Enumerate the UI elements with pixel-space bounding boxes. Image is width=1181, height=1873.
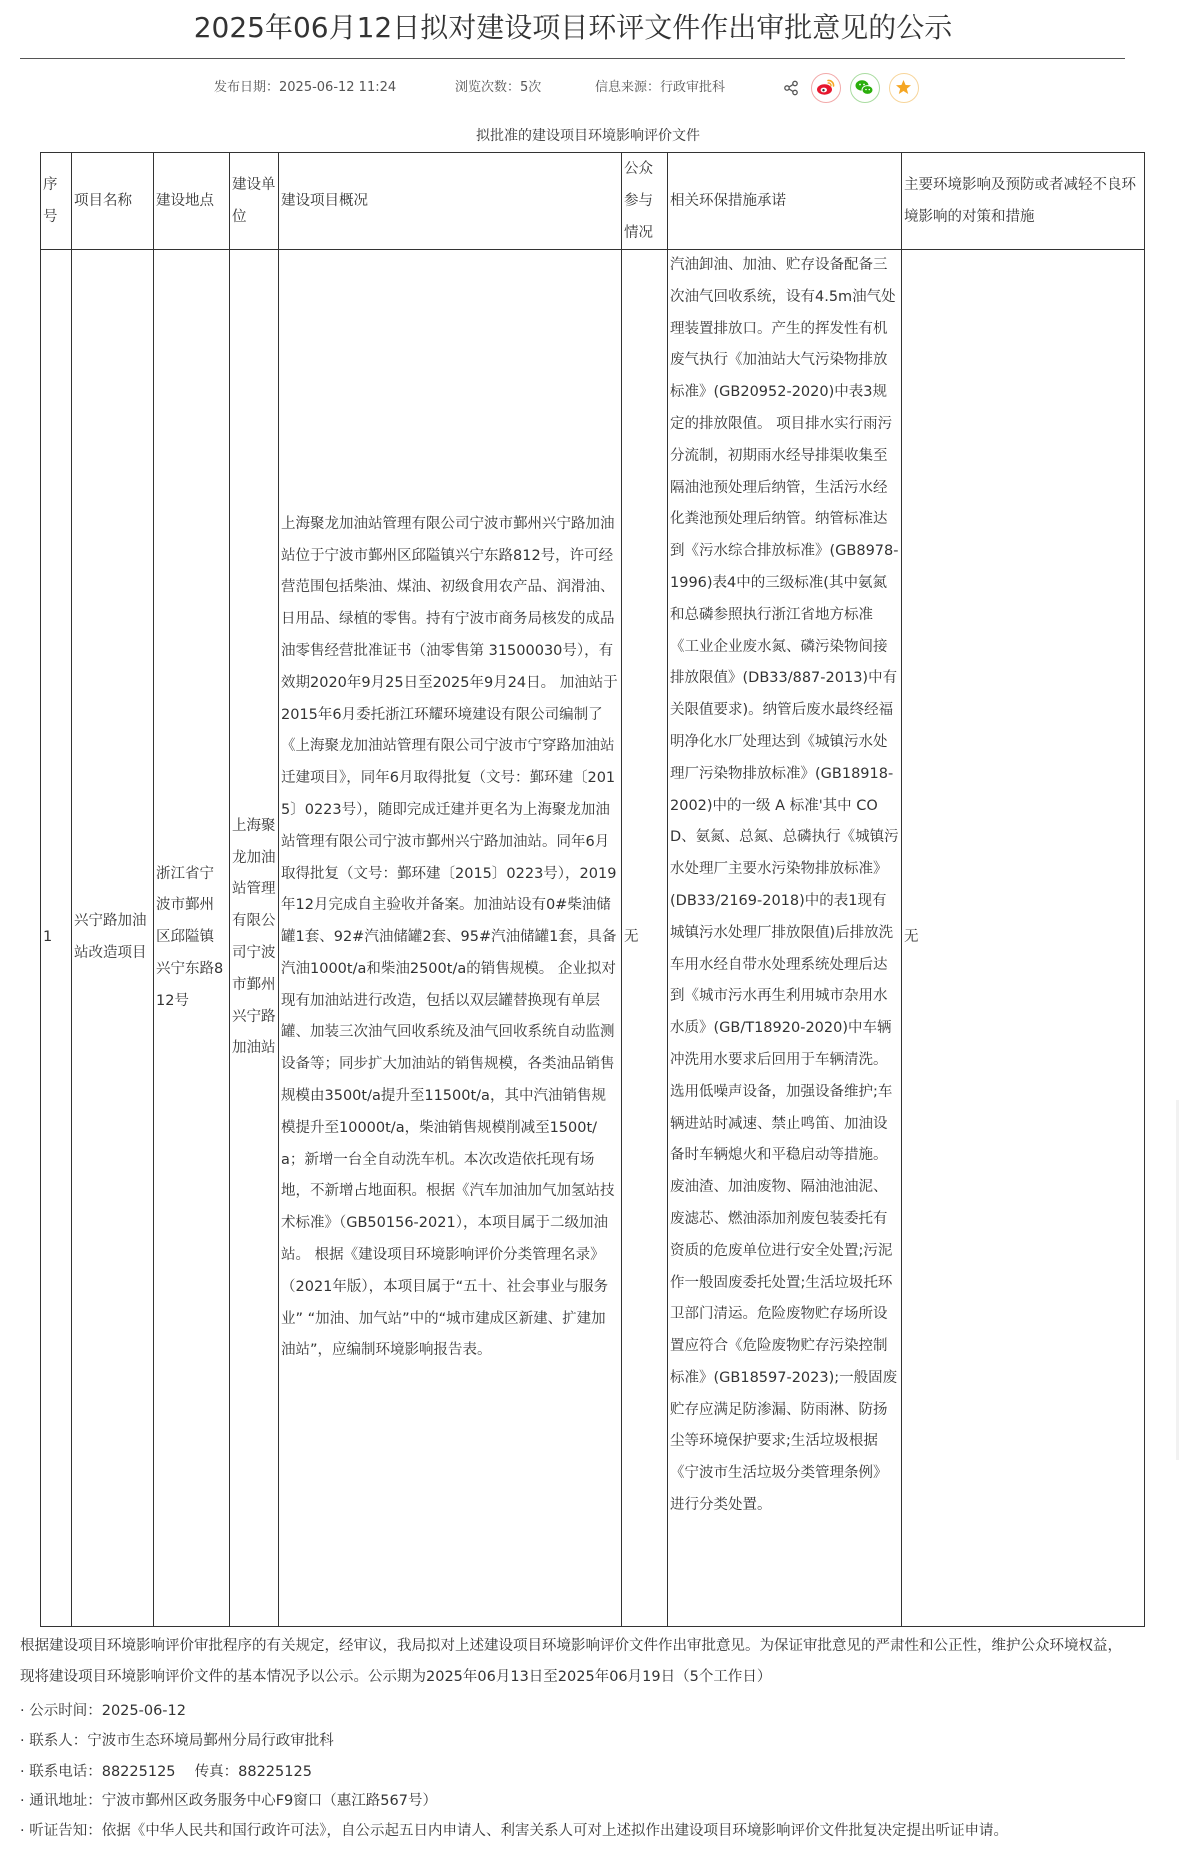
cell-location: 浙江省宁波市鄞州区邱隘镇兴宁东路812号 xyxy=(154,250,230,1627)
mailing-address: · 通讯地址：宁波市鄞州区政务服务中心F9窗口（惠江路567号） xyxy=(20,1793,437,1809)
table-header-row xyxy=(41,153,1145,250)
view-count: 浏览次数：5次 xyxy=(455,80,542,95)
contact-phone-fax: · 联系电话：88225125 传真：88225125 xyxy=(20,1764,312,1780)
header-commitments: 相关环保措施承诺 xyxy=(668,153,902,250)
cell-unit: 上海聚龙加油站管理有限公司宁波市鄞州兴宁路加油站 xyxy=(230,250,279,1627)
cell-commitments: 汽油卸油、加油、贮存设备配备三次油气回收系统，设有4.5m油气处理装置排放口。产生的挥发性有机废气执行《加油站大气污染物排放标准》(GB20952-2020)中表3规定的排放限值。 项目排水实行雨污分流制，初期雨水经导排渠收集至隔油池预处理后纳管，生活污水经化粪池预处理后纳管。纳管标准达到《污水综合排放标准》(GB8978-1996)表4中的三级标准(其中氨氮和总磷参照执行浙江省地方标准《工业企业废水氮、磷污染物间接排放限值》(DB33/887-2013)中有关限值要求)。纳管后废水最终经福明净化水厂处理达到《城镇污水处理厂污染物排放标准》(GB18918-2002)中的一级 A 标准'其中 COD、氨氮、总氮、总磷执行《城镇污水处理厂主要水污染物排放标准》(DB33/2169-2018)中的表1现有城镇污水处理厂排放限值)后排放洗车用水经自带水处理系统处理后达到《城市污水再生利用城市杂用水水质》(GB/T18920-2020)中车辆冲洗用水要求后回用于车辆清洗。 选用低噪声设备，加强设备维护;车辆进站时减速、禁止鸣笛、加油设备时车辆熄火和平稳启动等措施。 废油渣、加油废物、隔油池油泥、废滤芯、燃油添加剂废包装委托有资质的危废单位进行安全处置;污泥作一般固废委托处置;生活垃圾托环卫部门清运。危险废物贮存场所设置应符合《危险废物贮存污染控制标准》(GB18597-2023);一般固废贮存应满足防渗漏、防雨淋、防扬尘等环境保护要求;生活垃圾根据《宁波市生活垃圾分类管理条例》进行分类处置。 xyxy=(668,250,902,1627)
cell-seq: 1 xyxy=(41,250,72,1627)
publicity-time: · 公示时间：2025-06-12 xyxy=(20,1703,186,1719)
hearing-notice: · 听证告知：依据《中华人民共和国行政许可法》，自公示起五日内申请人、利害关系人可对上述拟作出建设项目环境影响评价文件批复决定提出听证申请。 xyxy=(20,1823,1008,1839)
info-source: 信息来源：行政审批科 xyxy=(595,80,726,95)
cell-public-participation: 无 xyxy=(622,250,668,1627)
wechat-icon xyxy=(851,74,878,101)
header-project-name: 项目名称 xyxy=(72,153,154,250)
page-scrollbar[interactable] xyxy=(1176,1100,1179,1460)
project-table xyxy=(40,152,1145,1627)
header-location: 建设地点 xyxy=(154,153,230,250)
cell-overview: 上海聚龙加油站管理有限公司宁波市鄞州兴宁路加油站位于宁波市鄞州区邱隘镇兴宁东路812号，许可经营范围包括柴油、煤油、初级食用农产品、润滑油、日用品、绿植的零售。持有宁波市商务局核发的成品油零售经营批准证书（油零售第 31500030号），有效期2020年9月25日至2025年9月24日。 加油站于2015年6月委托浙江环耀环境建设有限公司编制了《上海聚龙加油站管理有限公司宁波市宁穿路加油站迁建项目》，同年6月取得批复（文号：鄞环建〔2015〕0223号），随即完成迁建并更名为上海聚龙加油站管理有限公司宁波市鄞州兴宁路加油站。同年6月取得批复（文号：鄞环建〔2015〕0223号），2019年12月完成自主验收并备案。加油站设有0#柴油储罐1套、92#汽油储罐2套、95#汽油储罐1套，具备汽油1000t/a和柴油2500t/a的销售规模。 企业拟对现有加油站进行改造，包括以双层罐替换现有单层罐、加装三次油气回收系统及油气回收系统自动监测设备等；同步扩大加油站的销售规模，各类油品销售规模由3500t/a提升至11500t/a，其中汽油销售规模提升至10000t/a，柴油销售规模削减至1500t/a；新增一台全自动洗车机。本次改造依托现有场地，不新增占地面积。根据《汽车加油加气加氢站技术标准》（GB50156-2021），本项目属于二级加油站。 根据《建设项目环境影响评价分类管理名录》（2021年版），本项目属于“五十、社会事业与服务业” “加油、加气站”中的“城市建成区新建、扩建加油站”，应编制环境影响报告表。 xyxy=(279,250,622,1627)
cell-measures: 无 xyxy=(902,250,1145,1627)
weibo-share-button[interactable] xyxy=(811,73,841,103)
page-title: 2025年06月12日拟对建设项目环评文件作出审批意见的公示 xyxy=(193,11,953,44)
table-row xyxy=(41,250,1145,1627)
title-divider xyxy=(20,58,1125,59)
header-overview: 建设项目概况 xyxy=(279,153,622,250)
contact-person: · 联系人：宁波市生态环境局鄞州分局行政审批科 xyxy=(20,1733,334,1749)
header-measures: 主要环境影响及预防或者减轻不良环境影响的对策和措施 xyxy=(902,153,1145,250)
header-seq: 序号 xyxy=(41,153,72,250)
favorite-button[interactable] xyxy=(889,73,919,103)
table-caption: 拟批准的建设项目环境影响评价文件 xyxy=(476,128,700,144)
approval-note: 根据建设项目环境影响评价审批程序的有关规定，经审议，我局拟对上述建设项目环境影响评价文件作出审批意见。为保证审批意见的严肃性和公正性，维护公众环境权益，现将建设项目环境影响评价文件的基本情况予以公示。公示期为2025年06月13日至2025年06月19日（5个工作日） xyxy=(20,1638,1122,1685)
cell-project-name: 兴宁路加油站改造项目 xyxy=(72,250,154,1627)
header-public-participation: 公众参与情况 xyxy=(622,153,668,250)
header-unit: 建设单位 xyxy=(230,153,279,250)
star-favorite-icon xyxy=(890,74,917,101)
weibo-icon xyxy=(812,74,839,101)
publish-date: 发布日期：2025-06-12 11:24 xyxy=(214,80,397,95)
share-icon[interactable] xyxy=(783,80,799,96)
wechat-share-button[interactable] xyxy=(850,73,880,103)
